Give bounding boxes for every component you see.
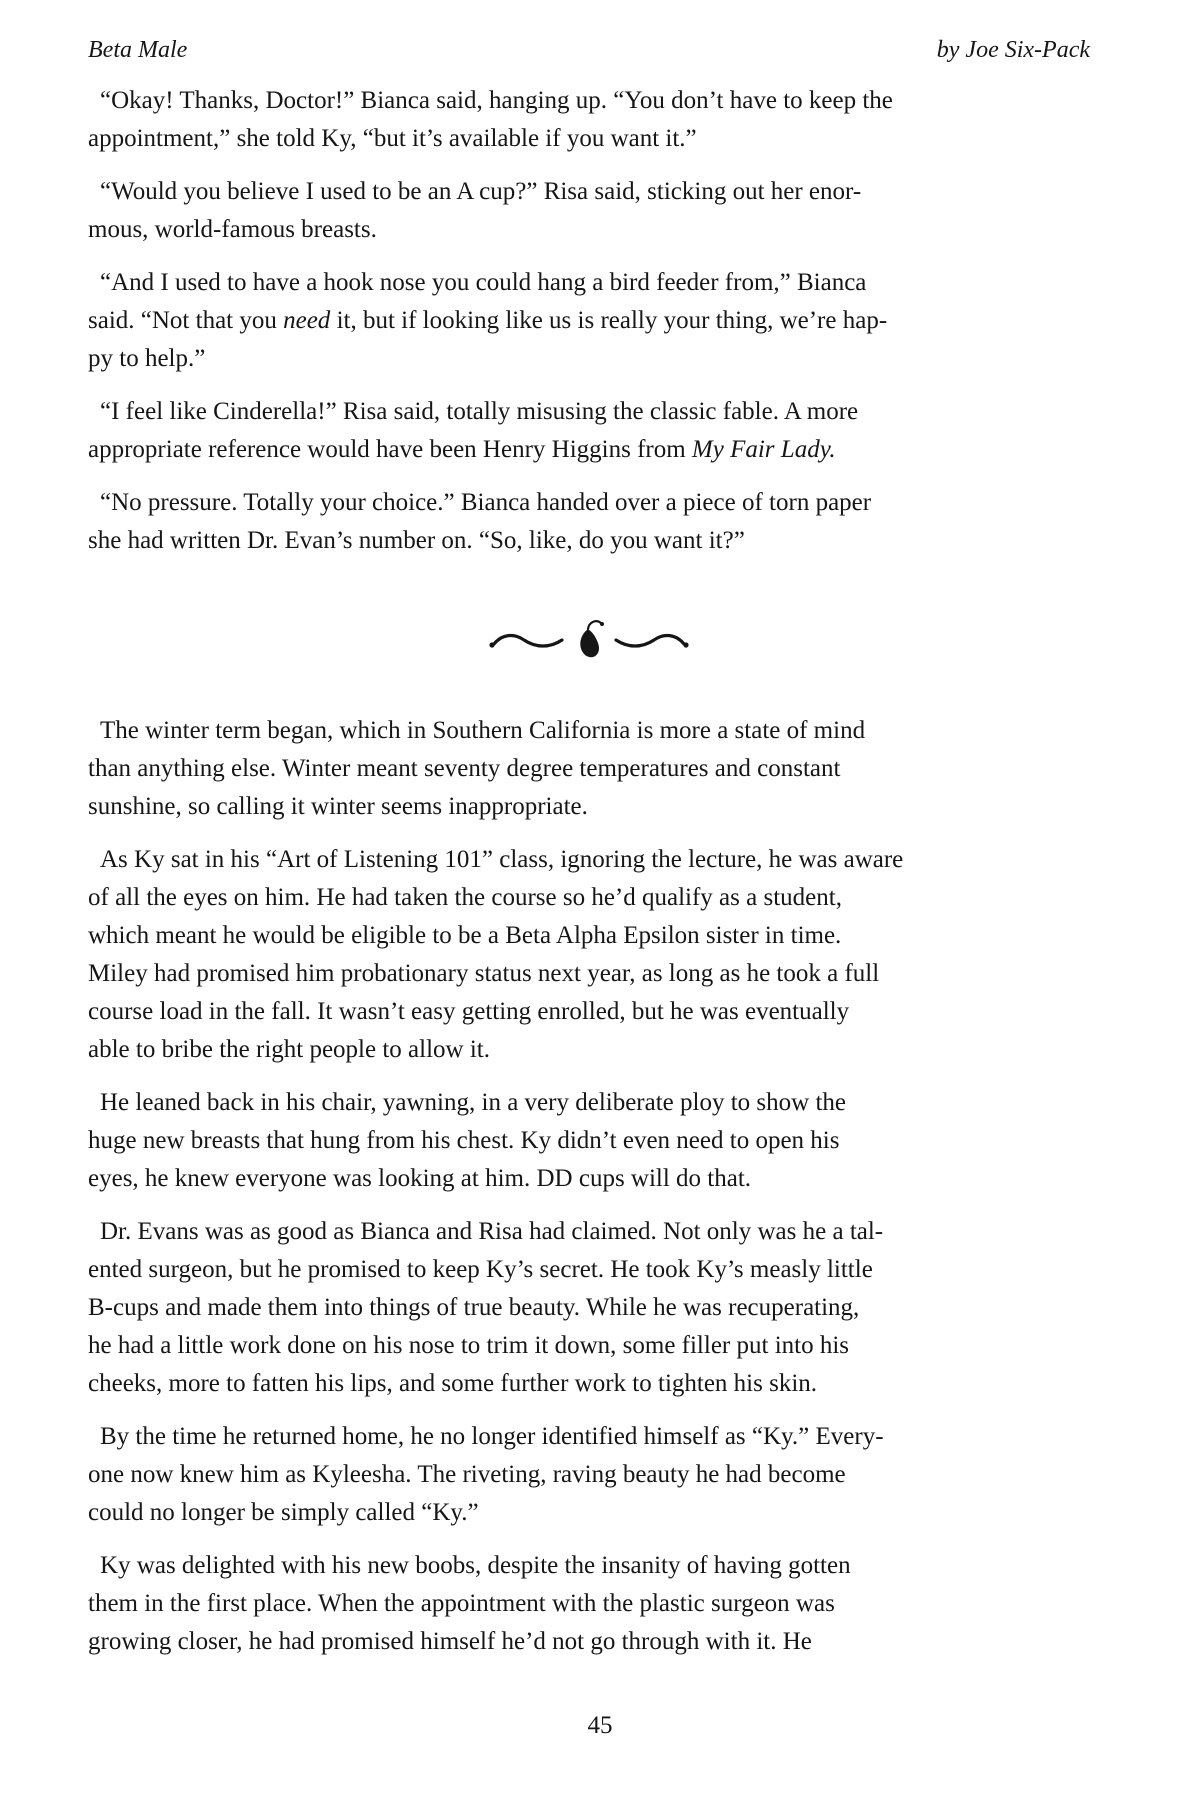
- text-line: [88, 917, 1090, 955]
- text-segment: “I feel like Cinderella!” Risa said, totally misusing the classic fable. A more: [100, 398, 859, 425]
- paragraph: [88, 1084, 1090, 1198]
- text-segment: eyes, he knew everyone was looking at him. DD cups will do that.: [88, 1165, 752, 1192]
- paragraph: [88, 1547, 1090, 1661]
- text-segment: Ky was delighted with his new boobs, despite the insanity of having gotten: [100, 1552, 851, 1579]
- text-segment: course load in the fall. It wasn’t easy getting enrolled, but he was eventually: [88, 998, 850, 1025]
- text-segment: one now knew him as Kyleesha. The riveting, raving beauty he had become: [88, 1461, 846, 1488]
- text-line: [88, 1365, 1090, 1403]
- text-line: [88, 1122, 1090, 1160]
- text-segment: them in the first place. When the appointment with the plastic surgeon was: [88, 1590, 835, 1617]
- scene-break: [88, 614, 1090, 662]
- text-line: [88, 82, 1090, 120]
- text-line: [88, 1160, 1090, 1198]
- text-segment: Miley had promised him probationary status next year, as long as he took a full: [88, 960, 880, 987]
- text-line: [88, 264, 1090, 302]
- text-segment: than anything else. Winter meant seventy degree temperatures and constant: [88, 755, 841, 782]
- text-segment: “And I used to have a hook nose you could hang a bird feeder from,” Bianca: [100, 269, 867, 296]
- paragraph: [88, 841, 1090, 1069]
- paragraph: [88, 1418, 1090, 1532]
- text-segment: able to bribe the right people to allow it.: [88, 1036, 490, 1063]
- text-line: [88, 340, 1090, 378]
- text-segment: My Fair Lady.: [691, 436, 836, 463]
- text-segment: she had written Dr. Evan’s number on. “So, like, do you want it?”: [88, 527, 745, 554]
- text-line: [88, 522, 1090, 560]
- text-line: [88, 393, 1090, 431]
- text-line: [88, 302, 1090, 340]
- text-segment: said. “Not that you: [88, 307, 284, 334]
- text-line: [88, 1213, 1090, 1251]
- text-line: [88, 1251, 1090, 1289]
- text-segment: The winter term began, which in Southern California is more a state of mind: [100, 717, 866, 744]
- text-line: [88, 1327, 1090, 1365]
- text-segment: He leaned back in his chair, yawning, in a very deliberate ploy to show the: [100, 1089, 846, 1116]
- text-segment: appropriate reference would have been Henry Higgins from: [88, 436, 692, 463]
- paragraph: [88, 173, 1090, 249]
- text-segment: ented surgeon, but he promised to keep Ky’s secret. He took Ky’s measly little: [88, 1256, 873, 1283]
- text-segment: need: [283, 307, 331, 334]
- text-segment: which meant he would be eligible to be a Beta Alpha Epsilon sister in time.: [88, 922, 842, 949]
- page-content: [88, 82, 1090, 1676]
- text-block-after-break: [88, 712, 1090, 1661]
- text-line: [88, 955, 1090, 993]
- text-line: [88, 120, 1090, 158]
- text-line: [88, 712, 1090, 750]
- text-line: [88, 788, 1090, 826]
- text-segment: As Ky sat in his “Art of Listening 101” class, ignoring the lecture, he was aware: [100, 846, 904, 873]
- text-line: [88, 1547, 1090, 1585]
- text-line: [88, 1456, 1090, 1494]
- text-segment: B-cups and made them into things of true beauty. While he was recuperating,: [88, 1294, 860, 1321]
- text-line: [88, 1418, 1090, 1456]
- paragraph: [88, 393, 1090, 469]
- paragraph: [88, 712, 1090, 826]
- page-number: 45: [587, 1712, 613, 1739]
- text-line: [88, 1494, 1090, 1532]
- text-segment: could no longer be simply called “Ky.”: [88, 1499, 479, 1526]
- text-line: [88, 431, 1090, 469]
- text-segment: of all the eyes on him. He had taken the course so he’d qualify as a student,: [88, 884, 842, 911]
- text-segment: py to help.”: [88, 345, 206, 372]
- text-line: [88, 1031, 1090, 1069]
- paragraph: [88, 82, 1090, 158]
- paragraph: [88, 264, 1090, 378]
- text-line: [88, 993, 1090, 1031]
- text-segment: cheeks, more to fatten his lips, and some further work to tighten his skin.: [88, 1370, 818, 1397]
- text-line: [88, 750, 1090, 788]
- text-segment: huge new breasts that hung from his chest. Ky didn’t even need to open his: [88, 1127, 840, 1154]
- text-line: [88, 484, 1090, 522]
- text-block-before-break: [88, 82, 1090, 560]
- text-segment: “Okay! Thanks, Doctor!” Bianca said, hanging up. “You don’t have to keep the: [100, 87, 893, 114]
- text-segment: growing closer, he had promised himself he’d not go through with it. He: [88, 1628, 812, 1655]
- text-segment: he had a little work done on his nose to trim it down, some filler put into his: [88, 1332, 850, 1359]
- running-title: Beta Male: [88, 37, 188, 63]
- text-line: [88, 211, 1090, 249]
- page-footer: [0, 1712, 1200, 1740]
- text-line: [88, 1623, 1090, 1661]
- text-segment: mous, world-famous breasts.: [88, 216, 377, 243]
- text-line: [88, 173, 1090, 211]
- running-author: by Joe Six-Pack: [936, 37, 1090, 63]
- paragraph: [88, 484, 1090, 560]
- paragraph: [88, 1213, 1090, 1403]
- page-header: [88, 36, 1090, 64]
- text-segment: it, but if looking like us is really your thing, we’re hap-: [330, 307, 888, 334]
- text-line: [88, 1084, 1090, 1122]
- text-line: [88, 879, 1090, 917]
- text-segment: Dr. Evans was as good as Bianca and Risa had claimed. Not only was he a tal-: [100, 1218, 884, 1245]
- text-segment: By the time he returned home, he no longer identified himself as “Ky.” Every-: [100, 1423, 884, 1450]
- text-line: [88, 1289, 1090, 1327]
- text-segment: sunshine, so calling it winter seems inappropriate.: [88, 793, 588, 820]
- text-segment: “Would you believe I used to be an A cup?” Risa said, sticking out her enor-: [100, 178, 862, 205]
- text-segment: “No pressure. Totally your choice.” Bianca handed over a piece of torn paper: [100, 489, 872, 516]
- text-segment: appointment,” she told Ky, “but it’s available if you want it.”: [88, 125, 697, 152]
- scene-break-ornament-icon: [484, 614, 694, 662]
- text-line: [88, 1585, 1090, 1623]
- text-line: [88, 841, 1090, 879]
